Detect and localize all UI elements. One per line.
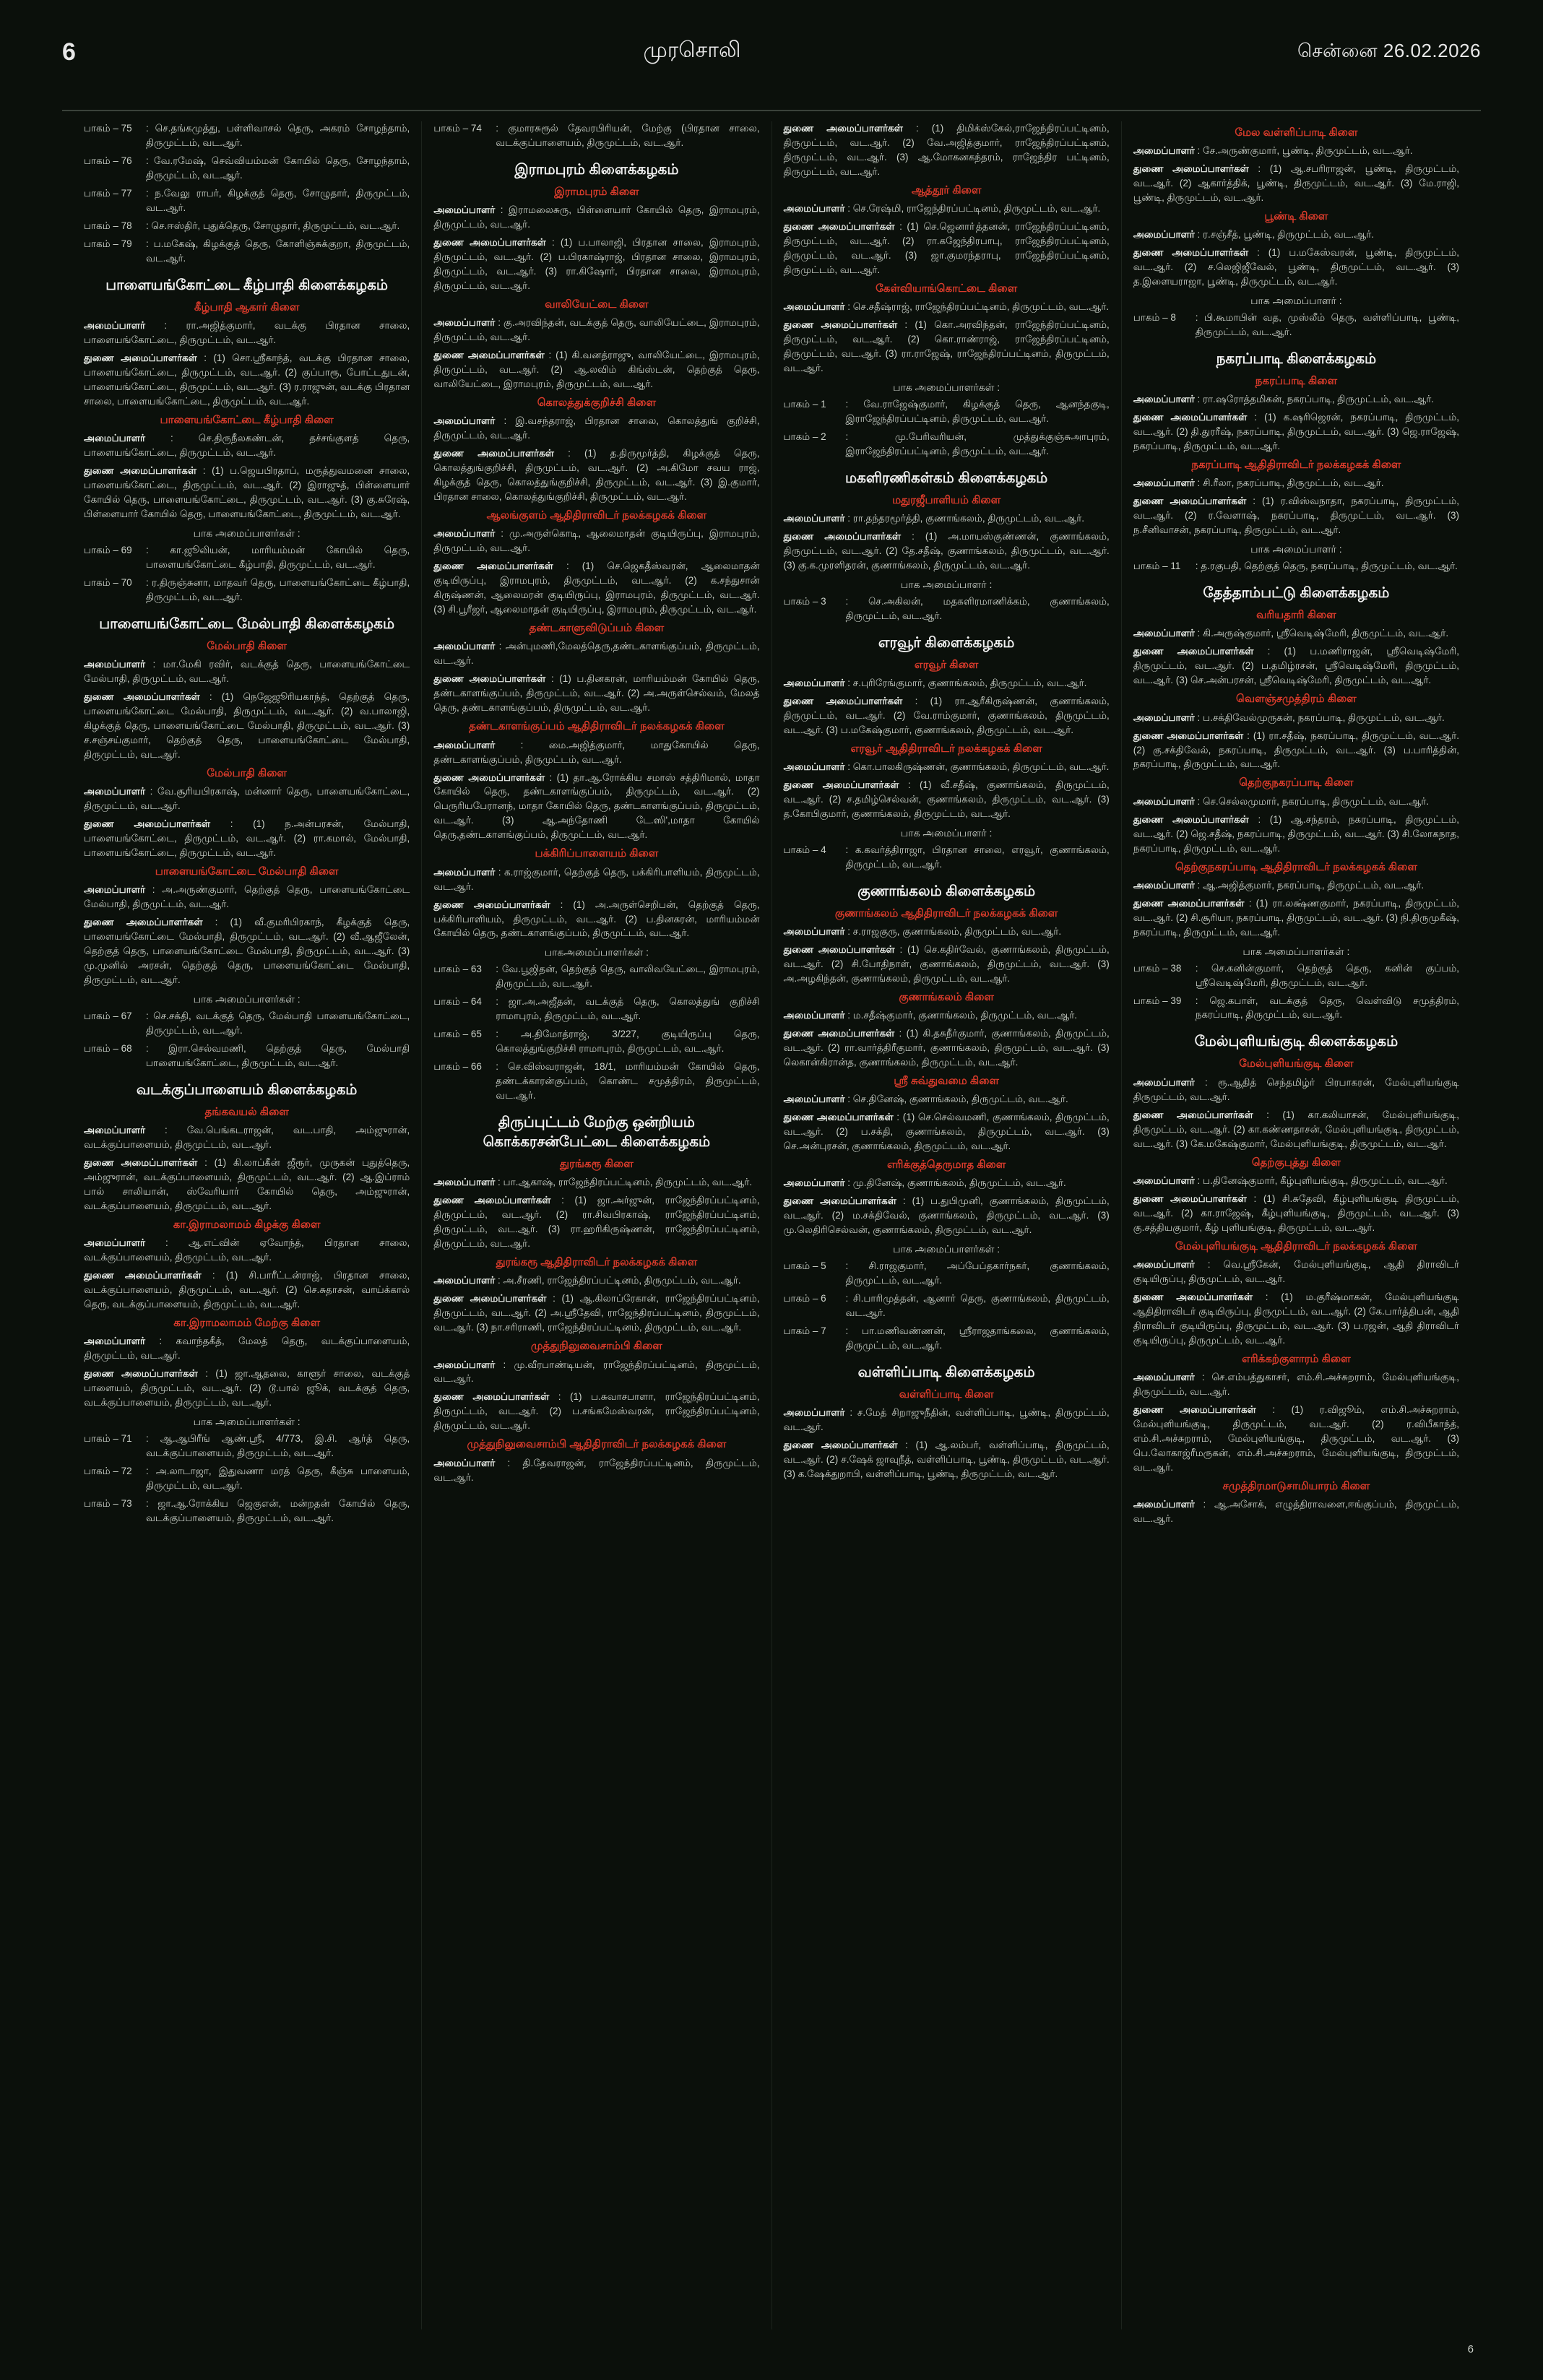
paragraph: துணை அமைப்பாளர்கள் : (1) ம.குரீஷ்மாகன், மேல்புளியங்குடி ஆதிதிராவிடர் குடியிருப்பு, திருமுட்டம், வட.ஆர். (2) கே.பார்த்திபன், ஆதி திராவிடர் குடியிருப்பு, திருமுட்டம், வட.ஆர். (3) ப.ரஜன், ஆதி திராவிடர் குடியிருப்பு, திருமுட்டம், வட.ஆர். <box>1133 1291 1460 1346</box>
section-heading: துரங்கரூ கிளை <box>560 1158 634 1171</box>
paragraph: அமைப்பாளர் : சே.அருண்குமார், பூண்டி, திருமுட்டம், வட.ஆர். <box>1133 145 1413 157</box>
paragraph: அமைப்பாளர் : அ.சீரணி, ராஜேந்திரப்பட்டினம், திருமுட்டம், வட.ஆர். <box>433 1275 741 1286</box>
paragraph: அமைப்பாளர் : தி.தேவராஜன், ராஜேந்திரப்பட்டினம், திருமுட்டம், வட.ஆர். <box>433 1457 760 1483</box>
section-heading: எரவூர் ஆதிதிராவிடர் நலக்கழகக் கிளை <box>850 742 1042 755</box>
list-item-value: : வே.பூஜிதன், தெற்குத் தெரு, வாலிவயேட்டை, இராமபுரம், திருமுட்டம், வட.ஆர். <box>496 964 760 990</box>
paragraph: அமைப்பாளர் : ரா.ஷரோத்தமிகன், நகரப்பாடி, திருமுட்டம், வட.ஆர். <box>1133 394 1435 405</box>
list-item <box>84 121 410 150</box>
subsection-label: பாக அமைப்பாளர்கள் : <box>193 527 301 539</box>
list-item-key: பாகம் – 73 <box>84 1497 132 1509</box>
list-item-value: : பா.மணிவண்ணன், ஸ்ரீராஜதாங்கலை, குணாங்கலம், திருமுட்டம், வட.ஆர். <box>845 1325 1110 1351</box>
list-item <box>433 995 759 1024</box>
section-heading: ஆலங்குளம் ஆதிதிராவிடர் நலக்கழகக் கிளை <box>486 509 707 522</box>
paragraph: அமைப்பாளர் : அ.அருண்குமார், தெற்குத் தெரு, பாளையங்கோட்டை மேல்பாதி, திருமுட்டம், வட.ஆர். <box>84 883 410 909</box>
page-number: 6 <box>62 38 76 66</box>
section-heading: வெளஞ்சமுத்திரம் கிளை <box>1236 693 1357 706</box>
list-item-key: பாகம் – 69 <box>84 544 132 555</box>
list-item-key: பாகம் – 75 <box>84 123 132 134</box>
list-item <box>1133 559 1459 574</box>
paragraph: துணை அமைப்பாளர்கள் : (1) ப.மகேஸ்வரன், பூண்டி, திருமுட்டம், வட.ஆர். (2) ச.லெஜிஜீவேல், பூண்டி, திருமுட்டம், வட.ஆர். (3) த.இளையராஜா, பூண்டி, திருமுட்டம், வட.ஆர். <box>1133 247 1459 287</box>
section-heading: சமுத்திரமாடுசாமியாரம் கிளை <box>1222 1479 1370 1492</box>
section-heading: வாலியேட்டை கிளை <box>545 298 649 311</box>
paragraph: துணை அமைப்பாளர்கள் : (1) கொ.அரவிந்தன், ராஜேந்திரப்பட்டினம், திருமுட்டம், வட.ஆர். (2) கொ.ராண்ராஜ், ராஜேந்திரப்பட்டினம், திருமுட்டம், வட.ஆர். (3) ரா.ராஜேஷ், ராஜேந்திரப்பட்டினம், திருமுட்டம், வட.ஆர். <box>783 319 1110 374</box>
section-heading: பூண்டி கிளை <box>1264 210 1328 223</box>
list-item-value: : ஜா.அ.அஜீதன், வடக்குத் தெரு, கொலத்துங் குறிச்சி ராமாபுரம், திருமுட்டம், வட.ஆர். <box>496 996 760 1022</box>
list-item-value: : பி.கூமாபின் வத, முஸ்லீம் தெரு, வள்ளிப்பாடி, பூண்டி, திருமுட்டம், வட.ஆர். <box>1195 312 1459 338</box>
paragraph: துணை அமைப்பாளர்கள் : (1) ப.பாலாஜி, பிரதான சாலை, இராமபுரம், திருமுட்டம், வட.ஆர். (2) ப.பிரகாஷ்ராஜ், பிரதான சாலை, இராமபுரம், திருமுட்டம், வட.ஆர். (3) ரா.கிஷோர், பிரதான சாலை, இராமபுரம், திருமுட்டம், வட.ஆர். <box>433 237 760 292</box>
subsection-label: பாக அமைப்பாளர்கள் : <box>893 1243 1000 1255</box>
section-heading: மேல்புளியங்குடி கிளை <box>1239 1057 1354 1070</box>
list-item-key: பாகம் – 66 <box>433 1061 482 1073</box>
list-item-value: : ந.வேலு ராபர், கிழக்குத் தெரு, சோழுதார், திருமுட்டம், வட.ஆர். <box>146 187 410 213</box>
list-item-key: பாகம் – 79 <box>84 238 132 249</box>
list-item-key: பாகம் – 11 <box>1133 561 1181 572</box>
paragraph: அமைப்பாளர் : இ.வசந்தராஜ், பிரதான சாலை, கொலத்துங் குறிச்சி, திருமுட்டம், வட.ஆர். <box>433 415 760 441</box>
list-item <box>84 1497 410 1526</box>
list-item-key: பாகம் – 64 <box>433 996 482 1008</box>
branch-heading: வடக்குப்பாளையம் கிளைக்கழகம் <box>136 1081 358 1098</box>
list-item <box>84 576 410 605</box>
masthead-title: முரசொலி <box>643 38 741 62</box>
list-item-value: : ஆ.ஆபிரீங் ஆண்.ஸ்ரீ, 4/773, இ.சி. ஆர்த் தெரு, வடக்குப்பாளையம், திருமுட்டம், வட.ஆர். <box>146 1432 410 1458</box>
list-item <box>1133 961 1459 990</box>
masthead <box>0 33 1543 71</box>
paragraph: அமைப்பாளர் : ச.புரிரேங்குமார், குணாங்கலம், திருமுட்டம், வட.ஆர். <box>783 678 1087 689</box>
paragraph: துணை அமைப்பாளர்கள் : (1) செ.செல்வமணி, குணாங்கலம், திருமுட்டம், வட.ஆர். (2) ப.சக்தி, குணாங்கலம், திருமுட்டம், வட.ஆர். (3) செ.அன்புரசன், குணாங்கலம், திருமுட்டம், வட.ஆர். <box>783 1112 1110 1152</box>
paragraph: அமைப்பாளர் : சி.ரீலா, நகரப்பாடி, திருமுட்டம், வட.ஆர். <box>1133 477 1384 489</box>
paragraph: அமைப்பாளர் : ப.தினேஷ்குமார், கீழ்புளியங்குடி, திருமுட்டம், வட.ஆர். <box>1133 1174 1448 1186</box>
paragraph: அமைப்பாளர் : செ.செல்லமுமார், நகரப்பாடி, திருமுட்டம், வட.ஆர். <box>1133 795 1429 807</box>
section-heading: தெற்குபுத்து கிளை <box>1251 1156 1341 1169</box>
section-heading: நகரப்பாடி ஆதிதிராவிடர் நலக்கழகக் கிளை <box>1191 459 1401 472</box>
section-heading: மேல்பாதி கிளை <box>207 639 287 652</box>
list-item-key: பாகம் – 67 <box>84 1010 132 1021</box>
paragraph: துணை அமைப்பாளர்கள் : (1) ஆ.கிலாப்ரேகான், ராஜேந்திரப்பட்டினம், திருமுட்டம், வட.ஆர். (2) அ.ஸ்ரீதேவி, ராஜேந்திரப்பட்டினம், திருமுட்டம், வட.ஆர். (3) நா.சரிராணி, ராஜேந்திரப்பட்டினம், திருமுட்டம், வட.ஆர். <box>433 1293 760 1333</box>
paragraph: அமைப்பாளர் : ரா.தந்தரமூர்த்தி, குணாங்கலம், திருமுட்டம், வட.ஆர். <box>783 513 1085 524</box>
section-heading: வரியதாரி கிளை <box>1256 609 1336 622</box>
subsection-label: பாக அமைப்பாளர் : <box>900 578 993 590</box>
paragraph: அமைப்பாளர் : செ.ரேஷ்மி, ராஜேந்திரப்பட்டினம், திருமுட்டம், வட.ஆர். <box>783 203 1101 215</box>
branch-heading: இராமபுரம் கிளைக்கழகம் <box>514 161 679 178</box>
dateline: சென்னை 26.02.2026 <box>1297 40 1481 61</box>
section-heading: எரவூர் கிளை <box>914 658 979 671</box>
section-heading: கா.இராமலாமம் கிழக்கு கிளை <box>173 1218 321 1231</box>
list-item-key: பாகம் – 63 <box>433 964 482 975</box>
list-item <box>1133 311 1459 339</box>
list-item-key: பாகம் – 78 <box>84 220 132 231</box>
list-item-value: : அ.திமோத்ராஜ், 3/227, குடியிருப்பு தெரு, கொலத்துங்குறிச்சி ராமாபுரம், திருமுட்டம், வட.ஆர். <box>496 1029 760 1055</box>
section-heading: குணாங்கலம் கிளை <box>899 990 994 1003</box>
branch-heading: மேல்புளியங்குடி கிளைக்கழகம் <box>1194 1034 1399 1050</box>
paragraph: துணை அமைப்பாளர்கள் : (1) அ.மாயஸ்குண்ணன், குணாங்கலம், திருமுட்டம், வட.ஆர். (2) தே.சதீஷ், குணாங்கலம், திருமுட்டம், வட.ஆர். (3) கு.க.முரளிதரன், குணாங்கலம், திருமுட்டம், வட.ஆர். <box>783 531 1110 571</box>
list-item-key: பாகம் – 1 <box>783 398 826 410</box>
paragraph: துணை அமைப்பாளர்கள் : (1) ப.மணிராஜன், ஸ்ரீவெடிஷ்மேரி, திருமுட்டம், வட.ஆர். (2) ப.தமிழ்ரசன், ஸ்ரீவெடிஷ்மேரி, திருமுட்டம், வட.ஆர். (3) செ.அன்பரசன், ஸ்ரீவெடிஷ்மேரி, திருமுட்டம், வட.ஆர். <box>1133 646 1459 686</box>
list-item-key: பாகம் – 6 <box>783 1293 826 1304</box>
paragraph: அமைப்பாளர் : மு.தினேஷ், குணாங்கலம், திருமுட்டம், வட.ஆர். <box>783 1177 1066 1189</box>
paragraph: துணை அமைப்பாளர்கள் : (1) அ.அருள்செறிபன், தெற்குத் தெரு, பக்கிரிபாளியம், திருமுட்டம், வட.ஆர். (2) ப.தினகரன், மாரியம்மன் கோயில் தெரு, தண்டகாளங்குப்பம், திருமுட்டம், வட.ஆர். <box>433 899 760 939</box>
subsection-label: பாக அமைப்பாளர் : <box>900 827 993 839</box>
list-item <box>784 1291 1110 1320</box>
list-item-value: : அ.லாடாஜா, இதுவணா மரத் தெரு, கீஞ்சு பாளையம், திருமுட்டம், வட.ஆர். <box>146 1465 410 1491</box>
column-1 <box>72 121 421 2329</box>
list-item-value: : வே.ராஜேஷ்குமார், கிழக்குத் தெரு, ஆனந்தகுடி, இராஜேந்திரப்பட்டினம், திருமுட்டம், வட.ஆர். <box>845 398 1110 424</box>
paragraph: அமைப்பாளர் : வெ.ஸ்ரீகேன், மேல்புளியங்குடி, ஆதி திராவிடர் குடியிருப்பு, திருமுட்டம், வட.ஆர். <box>1133 1258 1459 1284</box>
section-heading: கேள்வியாங்கொட்டை கிளை <box>876 282 1018 295</box>
list-item-key: பாகம் – 77 <box>84 187 132 199</box>
paragraph: அமைப்பாளர் : ச.ராஜகுரு, குணாங்கலம், திருமுட்டம், வட.ஆர். <box>783 926 1062 938</box>
paragraph: அமைப்பாளர் : இராமலைசுரு, பிள்ளையார் கோயில் தெரு, இராமபுரம், திருமுட்டம், வட.ஆர். <box>433 204 760 230</box>
paragraph: அமைப்பாளர் : கு.அரவிந்தன், வடக்குத் தெரு, வாலியேட்டை, இராமபுரம், திருமுட்டம், வட.ஆர். <box>433 317 760 343</box>
paragraph: துணை அமைப்பாளர்கள் : (1) த.திருமூர்த்தி, கிழக்குத் தெரு, கொலத்துங்குறிச்சி, திருமுட்டம், வட.ஆர். (2) அ.கிமோ சவய ராஜ், கிழக்குத் தெரு, கொலத்துங்குறிச்சி, திருமுட்டம், வட.ஆர். (3) இ.குமார், பிரதான சாலை, கொலத்துங்குறிச்சி, திருமுட்டம், வட.ஆர். <box>433 448 760 503</box>
list-item <box>784 594 1110 623</box>
list-item-value: : செ.தங்கமுத்து, பள்ளிவாசல் தெரு, அகரம் சோழந்தாம், திருமுட்டம், வட.ஆர். <box>146 123 410 148</box>
list-item <box>433 1027 759 1056</box>
paragraph: அமைப்பாளர் : செ.தினேஷ், குணாங்கலம், திருமுட்டம், வட.ஆர். <box>783 1094 1068 1105</box>
paragraph: அமைப்பாளர் : ர.சஞ்சீத், பூண்டி, திருமுட்டம், வட.ஆர். <box>1133 229 1375 241</box>
section-heading: ஸ்ரீ சுவ்துவமை கிளை <box>894 1075 999 1088</box>
list-item <box>84 1432 410 1461</box>
list-item-value: : கா.ஜூலியன், மாரியம்மன் கோயில் தெரு, பாளையங்கோட்டை கீழ்பாதி, திருமுட்டம், வட.ஆர். <box>146 544 410 570</box>
branch-heading: பாளையங்கோட்டை மேல்பாதி கிளைக்கழகம் <box>99 615 395 632</box>
subsection-label: பாகஅமைப்பாளர்கள் : <box>544 946 649 959</box>
subsection-label: பாக அமைப்பாளர் : <box>1250 543 1342 555</box>
paragraph: அமைப்பாளர் : செ.திருநீலகண்டன், தச்சங்குளத் தெரு, பாளையங்கோட்டை, திருமுட்டம், வட.ஆர். <box>84 433 410 458</box>
paragraph: துணை அமைப்பாளர்கள் : (1) ரா.சதீஷ், நகரப்பாடி, திருமுட்டம், வட.ஆர். (2) கு.சக்திவேல், நகரப்பாடி, திருமுட்டம், வட.ஆர். (3) ப.பாரித்தின், நகரப்பாடி, திருமுட்டம், வட.ஆர். <box>1133 730 1460 770</box>
paragraph: துணை அமைப்பாளர்கள் : (1) செ.ஜெனாா்த்தனன், ராஜேந்திரப்பட்டினம், திருமுட்டம், வட.ஆர். (2) ரா.கஜேந்திரபாபு, ராஜேந்திரப்பட்டினம், திருமுட்டம், வட.ஆர். (3) ஜா.குமரந்தராபு, ராஜேந்திரப்பட்டினம், திருமுட்டம், வட.ஆர். <box>783 221 1110 275</box>
paragraph: துணை அமைப்பாளர்கள் : (1) ஆ.லம்பர், வள்ளிப்பாடி, திருமுட்டம், வட.ஆர். (2) ச.ஷேக் ஜாவுநீத், வள்ளிப்பாடி, பூண்டி, திருமுட்டம், வட.ஆர். (3) க.ஷேக்துறாபி, வள்ளிப்பாடி, பூண்டி, திருமுட்டம், வட.ஆர். <box>783 1440 1110 1480</box>
list-item-value: : செ.விஸ்வராஜன், 18/1, மாரியம்மன் கோயில் தெரு, தண்டக்காரன்குப்பம், கொண்ட சமுத்திரம், திருமுட்டம், வட.ஆர். <box>496 1061 760 1102</box>
list-item-key: பாகம் – 72 <box>84 1465 132 1476</box>
section-heading: முத்துநிலுவைசாம்பி கிளை <box>530 1340 662 1353</box>
list-item-value: : மு.பேரிவரியன், முத்துக்குஞ்சுஅாபுரம், இராஜேந்திரப்பட்டினம், திருமுட்டம், வட.ஆர். <box>845 430 1110 456</box>
column-4 <box>1121 121 1471 2329</box>
branch-heading: எரவூர் கிளைக்கழகம் <box>878 634 1015 651</box>
list-item-value: : செ.அகிலன், மதகளிரமாணிக்கம், குணாங்கலம், திருமுட்டம், வட.ஆர். <box>845 595 1110 621</box>
section-heading: மேல்புளியங்குடி ஆதிதிராவிடர் நலக்கழகக் கிளை <box>1175 1239 1417 1252</box>
section-heading: தண்டகாளுவிடுப்பம் கிளை <box>529 622 665 635</box>
section-heading: இராமபுரம் கிளை <box>554 185 639 198</box>
list-item-key: பாகம் – 38 <box>1133 962 1182 974</box>
list-item-value: : ஜா.ஆ.ரோக்கிய ஜெகுஎன், மன்றதன் கோயில் தெரு, வடக்குப்பாளையம், திருமுட்டம், வட.ஆர். <box>146 1497 410 1523</box>
list-item <box>784 1324 1110 1353</box>
paragraph: அமைப்பாளர் : ஆ.அசோக், எழுத்திராவளை,ஈங்குப்பம், திருமுட்டம், வட.ஆர். <box>1133 1499 1459 1524</box>
section-heading: கா.இராமலாமம் மேற்கு கிளை <box>173 1316 321 1329</box>
section-heading: நகரப்பாடி கிளை <box>1255 375 1337 388</box>
paragraph: துணை அமைப்பாளர்கள் : (1) வீ.குமரிபிரகாந், கீழக்குத் தெரு, பாளையங்கோட்டை மேல்பாதி, திருமுட்டம், வட.ஆர். (2) வீ.ஆஜீலேன், தெற்குத் தெரு, பாளையங்கோட்டை மேல்பாதி, திருமுட்டம், வட.ஆர். (3) மு.முனில் அரசன், தெற்குத் தெரு, பாளையங்கோட்டை மேல்பாதி, திருமுட்டம், வட.ஆர். <box>84 916 410 985</box>
paragraph: துணை அமைப்பாளர்கள் : (1) கி.லாப்கீன் ஜீரூர், முருகன் புதுத்தெரு, அம்ஜுரான், வடக்குப்பாளையம், திருமுட்டம், வட.ஆர். (2) ஆ.இப்ராம் பால் சாலியான், ஸ்வேரியார் கோயில் தெரு, அம்ஜுரான், வடக்குப்பாளையம், திருமுட்டம், வட.ஆர். <box>84 1156 410 1211</box>
section-heading: முத்துநிலுவைசாம்பி ஆதிதிராவிடர் நலக்கழகக் கிளை <box>467 1438 727 1451</box>
paragraph: துணை அமைப்பாளர்கள் : (1) செ.ஜெகதீஸ்வரன், ஆலைமாதன் குடியிருப்பு, இராமபுரம், திருமுட்டம், வட.ஆர். (2) க.சந்துசான் கிருஷ்ணன், ஆலைமரன் குடியிருப்பு, இராமபுரம், திருமுட்டம், வட.ஆர். (3) சி.பூரீஜர், ஆலைமாதன் குடியிருப்பு, இராமபுரம், திருமுட்டம், வட.ஆர். <box>433 561 760 615</box>
section-heading: மதுரஜீபாளியம் கிளை <box>892 493 1001 506</box>
list-item-value: : க.கவர்த்திராஜா, பிரதான சாலை, எரவூர், குணாங்கலம், திருமுட்டம், வட.ஆர். <box>845 844 1110 870</box>
list-item-key: பாகம் – 3 <box>783 595 826 607</box>
list-item-value: : செ.சக்தி, வடக்குத் தெரு, மேல்பாதி பாளையங்கோட்டை, திருமுட்டம், வட.ஆர். <box>146 1010 410 1036</box>
section-heading: வள்ளிப்பாடி கிளை <box>899 1388 994 1401</box>
paragraph: அமைப்பாளர் : அன்புமணி,மேலத்தெரு,தண்டகாளங்குப்பம், திருமுட்டம், வட.ஆர். <box>433 641 760 667</box>
subsection-label: பாக அமைப்பாளர்கள் : <box>193 1415 301 1427</box>
paragraph: துணை அமைப்பாளர்கள் : (1) க.ஷரிஜெரன், நகரப்பாடி, திருமுட்டம், வட.ஆர். (2) தி.துரரீஷ், நகரப்பாடி, திருமுட்டம், வட.ஆர். (3) ஜெ.ராஜேஷ், நகரப்பாடி, திருமுட்டம், வட.ஆர். <box>1133 412 1460 452</box>
section-heading: கொலத்துக்குறிச்சி கிளை <box>537 397 657 410</box>
section-heading: துரங்கரூ ஆதிதிராவிடர் நலக்கழகக் கிளை <box>496 1256 698 1269</box>
list-item-value: : சி.ராஜகுமார், அப்பேப்தகார்நகர், குணாங்கலம், திருமுட்டம், வட.ஆர். <box>845 1260 1110 1286</box>
paragraph: துணை அமைப்பாளர்கள் : (1) நெஜேஜூரியகாந்த், தெற்குத் தெரு, பாளையங்கோட்டை மேல்பாதி, திருமுட்டம், வட.ஆர். (2) வ.பாலாஜி, கிழக்குத் தெரு, பாளையங்கோட்டை மேல்பாதி, திருமுட்டம், வட.ஆர். (3) ச.சஞ்சய்குமார், தெற்குத் தெரு, பாளையங்கோட்டை மேல்பாதி, திருமுட்டம், வட.ஆர். <box>84 691 410 760</box>
list-item <box>84 186 410 215</box>
paragraph: அமைப்பாளர் : மு.வீரபாண்டியன், ராஜேந்திரப்பட்டினம், திருமுட்டம், வட.ஆர். <box>433 1359 760 1385</box>
branch-heading: வள்ளிப்பாடி கிளைக்கழகம் <box>857 1364 1035 1381</box>
section-heading: பாளையங்கோட்டை மேல்பாதி கிளை <box>155 865 339 878</box>
list-item <box>84 219 410 233</box>
section-heading: மேல்பாதி கிளை <box>207 766 287 779</box>
list-item-key: பாகம் – 65 <box>433 1029 482 1040</box>
list-item <box>784 843 1110 872</box>
paragraph: துணை அமைப்பாளர்கள் : (1) ஆ.சந்தரம், நகரப்பாடி, திருமுட்டம், வட.ஆர். (2) ஜெ.சதீஷ், நகரப்பாடி, திருமுட்டம், வட.ஆர். (3) சி.லோகநாத, நகரப்பாடி, திருமுட்டம், வட.ஆர். <box>1133 813 1459 854</box>
paragraph: துணை அமைப்பாளர்கள் : (1) வீ.சதீஷ், குணாங்கலம், திருமுட்டம், வட.ஆர். (2) ச.தமிழ்செல்வன், குணாங்கலம், திருமுட்டம், வட.ஆர். (3) த.கோபிகுமார், குணாங்கலம், திருமுட்டம், வட.ஆர். <box>783 779 1110 820</box>
list-item <box>84 1009 410 1038</box>
subsection-label: பாக அமைப்பாளர் : <box>1250 295 1342 307</box>
list-item <box>84 1464 410 1493</box>
paragraph: துணை அமைப்பாளர்கள் : (1) சி.சுதேவி, கீழ்புளியங்குடி திருமுட்டம், வட.ஆர். (2) கா.ராஜேஷ், கீழ்புளியங்குடி, திருமுட்டம், வட.ஆர். (3) கு.சத்தியகுமார், கீழ் புளியங்குடி, திருமுட்டம், வட.ஆர். <box>1133 1193 1460 1233</box>
list-item <box>784 397 1110 426</box>
list-item <box>1133 994 1459 1023</box>
branch-heading: நகரப்பாடி கிளைக்கழகம் <box>1216 351 1377 368</box>
subsection-label: பாக அமைப்பாளர்கள் : <box>893 381 1000 394</box>
paragraph: அமைப்பாளர் : மா.மேகி ரவிர், வடக்குத் தெரு, பாளையங்கோட்டை மேல்பாதி, திருமுட்டம், வட.ஆர். <box>84 658 410 684</box>
column-3 <box>772 121 1121 2329</box>
paragraph: துணை அமைப்பாளர்கள் : (1) ப.ஜெயபிரதாப், மருத்துவமனை சாலை, பாளையங்கோட்டை, திருமுட்டம், வட.ஆர். (2) இராஜுத், பிள்ளையார் கோயில் தெரு, பாளையங்கோட்டை, திருமுட்டம், வட.ஆர். (3) கு.சுரேஷ், பிள்ளையார் கோயில் தெரு, பாளையங்கோட்டை, திருமுட்டம், வட.ஆர். <box>84 464 410 519</box>
list-item <box>84 1042 410 1070</box>
paragraph: துணை அமைப்பாளர்கள் : (1) ஜா.அர்ஜுன், ராஜேந்திரப்பட்டினம், திருமுட்டம், வட.ஆர். (2) ரா.சிவபிரகாஷ், ராஜேந்திரப்பட்டினம், திருமுட்டம், வட.ஆர். (3) ரா.ஹரிகிருஷ்ணன், ராஜேந்திரப்பட்டினம், திருமுட்டம், வட.ஆர். <box>433 1195 760 1250</box>
section-heading: தங்கவயல் கிளை <box>204 1105 289 1118</box>
paragraph: துணை அமைப்பாளர்கள் : (1) ரா.ஆரீகிருஷ்ணன், குணாங்கலம், திருமுட்டம், வட.ஆர். (2) வே.ராம்குமார், குணாங்கலம், திருமுட்டம், வட.ஆர். (3) ப.மகேஷ்குமார், குணாங்கலம், திருமுட்டம், வட.ஆர். <box>783 696 1110 735</box>
section-heading: எரிக்குத்தெருமாத கிளை <box>886 1159 1006 1172</box>
list-item <box>84 237 410 266</box>
paragraph: துணை அமைப்பாளர்கள் : (1) சி.பாரீட்டன்ராஜ், பிரதான சாலை, வடக்குப்பாளையம், திருமுட்டம், வட.ஆர். (2) செ.சுதாசன், வாய்க்கால் தெரு, வடக்குப்பாளையம், திருமுட்டம், வட.ஆர். <box>84 1269 410 1310</box>
list-item-value: : குமாரசுரூல் தேவரபிரியன், மேற்கு (பிரதான சாலை, வடக்குப்பாளையம், திருமுட்டம், வட.ஆர். <box>496 123 760 148</box>
paragraph: துணை அமைப்பாளர்கள் : (1) கி.வனத்ராஜு, வாலியேட்டை, இராமபுரம், திருமுட்டம், வட.ஆர். (2) ஆ.லவிம் கிங்ஸ்டன், தெற்குத் தெரு, வாலியேட்டை, இராமபுரம், திருமுட்டம், வட.ஆர். <box>433 350 760 390</box>
article-columns <box>72 121 1471 2329</box>
list-item-value: : இரா.செல்வமணி, தெற்குத் தெரு, மேல்பாதி பாளையங்கோட்டை, திருமுட்டம், வட.ஆர். <box>146 1042 410 1068</box>
paragraph: அமைப்பாளர் : வே.பெங்கடராஜன், வட.பாதி, அம்ஜுரான், வடக்குப்பாளையம், திருமுட்டம், வட.ஆர். <box>84 1124 410 1150</box>
list-item-key: பாகம் – 5 <box>783 1260 826 1272</box>
paragraph: அமைப்பாளர் : மு.அருள்கொடி, ஆலைமாதன் குடியிருப்பு, இராமபுரம், திருமுட்டம், வட.ஆர். <box>433 528 760 554</box>
paragraph: துணை அமைப்பாளர்கள் : (1) கி.தசுநீர்குமார், குணாங்கலம், திருமுட்டம், வட.ஆர். (2) ரா.வார்த்திரீகுமார், குணாங்கலம், திருமுட்டம், வட.ஆர். (3) லெகான்கிரான்த, குணாங்கலம், திருமுட்டம், வட.ஆர். <box>783 1028 1110 1068</box>
section-heading: குணாங்கலம் ஆதிதிராவிடர் நலக்கழகக் கிளை <box>834 906 1058 919</box>
header-divider <box>62 110 1481 111</box>
paragraph: துணை அமைப்பாளர்கள் : (1) ர.விஜூம், எம்.சி.அச்சுறராம், மேல்புளியங்குடி, திருமுட்டம், வட.ஆர். (2) ர.விபீகாந்த், எம்.சி.அச்சுறராம், மேல்புளியங்குடி, திருமுட்டம், வட.ஆர். (3) பெ.லோகாஜ்ரீமருகன், எம்.சி.அச்சுறராம், மேல்புளியங்குடி, திருமுட்டம், வட.ஆர். <box>1133 1403 1459 1473</box>
list-item <box>433 1060 759 1103</box>
list-item-value: : ப.மகேஷ், கிழக்குத் தெரு, கோளிஞ்சுக்குறா, திருமுட்டம், வட.ஆர். <box>146 238 410 264</box>
column-2 <box>421 121 771 2329</box>
paragraph: துணை அமைப்பாளர்கள் : (1) ஆ.சபரிராஜன், பூண்டி, திருமுட்டம், வட.ஆர். (2) ஆகார்த்திக், பூண்டி, திருமுட்டம், வட.ஆர். (3) மே.ராஜி, பூண்டி, திருமுட்டம், வட.ஆர். <box>1133 163 1459 204</box>
branch-heading: மகளிரணிகள்கம் கிளைக்கழகம் <box>844 469 1048 486</box>
list-item-key: பாகம் – 71 <box>84 1432 132 1444</box>
paragraph: அமைப்பாளர் : ப.சக்திவேல்முருகன், நகரப்பாடி, திருமுட்டம், வட.ஆர். <box>1133 711 1445 723</box>
branch-heading: பாளையங்கோட்டை கீழ்பாதி கிளைக்கழகம் <box>105 277 389 293</box>
paragraph: அமைப்பாளர் : ஆ.அஜித்குமார், நகரப்பாடி, திருமுட்டம், வட.ஆர். <box>1133 879 1425 891</box>
list-item-key: பாகம் – 70 <box>84 576 132 588</box>
paragraph: துணை அமைப்பாளர்கள் : (1) ரா.லக்ஷ்ணகுமார், நகரப்பாடி, திருமுட்டம், வட.ஆர். (2) சி.சூரியா, நகரப்பாடி, திருமுட்டம், வட.ஆர். (3) நி.திருமுகீஷ், நகரப்பாடி, திருமுட்டம், வட.ஆர். <box>1133 897 1459 938</box>
paragraph: அமைப்பாளர் : கொ.பாலகிருஷ்ணன், குணாங்கலம், திருமுட்டம், வட.ஆர். <box>783 761 1110 773</box>
list-item-key: பாகம் – 4 <box>783 844 826 855</box>
paragraph: அமைப்பாளர் : பா.ஆகாஷ், ராஜேந்திரப்பட்டினம், திருமுட்டம், வட.ஆர். <box>433 1177 753 1188</box>
paragraph: அமைப்பாளர் : ரூ.ஆதித் செந்தமிழ்ர் பிரபாகரன், மேல்புளியங்குடி திருமுட்டம், வட.ஆர். <box>1133 1076 1459 1102</box>
list-item-key: பாகம் – 76 <box>84 155 132 166</box>
paragraph: துணை அமைப்பாளர்கள் : (1) தா.ஆ.ரோக்கிய சமாஸ் சத்திரிமால், மாதா கோயில் தெரு, தண்டகாளங்குப்பம், திருமுட்டம், வட.ஆர். (2) பெருரியபேரானந், மாதா கோயில் தெரு, தண்டகாளங்குப்பம், திருமுட்டம், வட.ஆர். (3) ஆ.அந்தோணி டே.ஸி',மாதா கோயில் தெரு,தண்டகாளங்குப்பம், திருமுட்டம், வட.ஆர். <box>433 771 760 841</box>
paragraph: அமைப்பாளர் : செ.சதீஷ்ராஜ், ராஜேந்திரப்பட்டினம், திருமுட்டம், வட.ஆர். <box>783 301 1109 313</box>
list-item-key: பாகம் – 68 <box>84 1042 132 1054</box>
list-item <box>84 543 410 572</box>
paragraph: அமைப்பாளர் : ரா.அஜித்குமார், வடக்கு பிரதான சாலை, பாளையங்கோட்டை, திருமுட்டம், வட.ஆர். <box>84 319 410 345</box>
section-heading: தெற்குநகரப்பாடி கிளை <box>1239 776 1354 789</box>
list-item-key: பாகம் – 7 <box>783 1325 826 1337</box>
list-item <box>433 962 759 991</box>
section-heading: தண்டகாளங்குப்பம் ஆதிதிராவிடர் நலக்கழகக் கிளை <box>469 720 725 733</box>
list-item-key: பாகம் – 8 <box>1133 312 1176 324</box>
list-item-value: : செ.ஈஸ்திர், புதுக்தெரு, சோழுதார், திருமுட்டம், வட.ஆர். <box>146 220 400 231</box>
list-item-value: : ர.திருஞ்சுனா, மாதவர் தெரு, பாளையங்கோட்டை கீழ்பாதி, திருமுட்டம், வட.ஆர். <box>146 576 410 602</box>
list-item-key: பாகம் – 2 <box>783 430 826 442</box>
list-item-value: : வே.ரமேஷ், செவ்வியம்மன் கோயில் தெரு, சோழந்தாம், திருமுட்டம், வட.ஆர். <box>146 155 410 181</box>
section-heading: தெற்குநகரப்பாடி ஆதிதிராவிடர் நலக்கழகக் கிளை <box>1175 860 1417 873</box>
section-heading: பாளையங்கோட்டை கீழ்பாதி கிளை <box>160 413 334 426</box>
paragraph: அமைப்பாளர் : வே.சூரியபிரகாஷ், மன்னார் தெரு, பாளையங்கோட்டை, திருமுட்டம், வட.ஆர். <box>84 785 410 811</box>
paragraph: துணை அமைப்பாளர்கள் : (1) கா.கலியாசன், மேல்புளியங்குடி, திருமுட்டம், வட.ஆர். (2) கா.கண்ணதாசன், மேல்புளியங்குடி, திருமுட்டம், வட.ஆர். (3) கே.மகேஷ்குமார், மேல்புளியங்குடி, திருமுட்டம், வட.ஆர். <box>1133 1109 1460 1149</box>
list-item <box>784 1259 1110 1288</box>
paragraph: அமைப்பாளர் : ஆ.எட்வின் ஏவோந்த், பிரதான சாலை, வடக்குப்பாளையம், திருமுட்டம், வட.ஆர். <box>84 1237 410 1263</box>
list-item-value: : ஜெ.கபாள், வடக்குத் தெரு, வெள்விடு சமுத்திரம், நகரப்பாடி, திருமுட்டம், வட.ஆர். <box>1195 995 1459 1021</box>
subsection-label: பாக அமைப்பாளர்கள் : <box>1242 945 1350 957</box>
list-item-value: : சி.பாரிமுத்தன், ஆனார் தெரு, குணாங்கலம், திருமுட்டம், வட.ஆர். <box>845 1293 1110 1319</box>
paragraph: அமைப்பாளர் : கி.அருஷ்குமார், ஸ்ரீவெடிஷ்மேரி, திருமுட்டம், வட.ஆர். <box>1133 628 1449 639</box>
list-item-key: பாகம் – 39 <box>1133 995 1182 1006</box>
section-heading: ஆத்தூர் கிளை <box>911 183 982 196</box>
paragraph: அமைப்பாளர் : மை.அஜித்குமார், மாதுகோயில் தெரு, தண்டகாளங்குப்பம், திருமுட்டம், வட.ஆர். <box>433 739 760 765</box>
list-item-key: பாகம் – 74 <box>433 123 482 134</box>
list-item-value: : செ.கனின்குமார், தெற்குத் தெரு, கனின் குப்பம், ஸ்ரீவெடிஷ்மேரி, திருமுட்டம், வட.ஆர். <box>1195 962 1459 988</box>
branch-heading: தேத்தாம்பட்டு கிளைக்கழகம் <box>1203 585 1390 602</box>
paragraph: அமைப்பாளர் : ம.சதீஷ்குமார், குணாங்கலம், திருமுட்டம், வட.ஆர். <box>783 1010 1078 1021</box>
paragraph: துணை அமைப்பாளர்கள் : (1) ந.அன்பரசன், மேல்பாதி, பாளையங்கோட்டை, திருமுட்டம், வட.ஆர். (2) ரா.கமால், மேல்பாதி, பாளையங்கோட்டை, திருமுட்டம், வட.ஆர். <box>84 818 410 858</box>
paragraph: துணை அமைப்பாளர்கள் : (1) செ.கதிர்வேல், குணாங்கலம், திருமுட்டம், வட.ஆர். (2) சி.போதிநாள், குணாங்கலம், திருமுட்டம், வட.ஆர். (3) அ.அழகிந்தன், குணாங்கலம், திருமுட்டம், வட.ஆர். <box>783 944 1110 985</box>
paragraph: அமைப்பாளர் : கவாந்தகீத், மேலத் தெரு, வடக்குப்பாளையம், திருமுட்டம், வட.ஆர். <box>84 1335 410 1361</box>
list-item <box>784 430 1110 459</box>
subsection-label: பாக அமைப்பாளர்கள் : <box>193 992 301 1005</box>
branch-heading: திருப்புட்டம் மேற்கு ஒன்றியம் கொக்கரசன்பேட்டை கிளைக்கழகம் <box>483 1115 711 1151</box>
paragraph: துணை அமைப்பாளர்கள் : (1) சொ.ஸ்ரீகாந்த், வடக்கு பிரதான சாலை, பாளையங்கோட்டை, திருமுட்டம், வட.ஆர். (2) குப்பாரூ, போட்டதுடன், பாளையங்கோட்டை, திருமுட்டம், வட.ஆர். (3) ர.ராஜுன், வடக்கு பிரதான சாலை, பாளையங்கோட்டை, திருமுட்டம், வட.ஆர். <box>84 352 410 407</box>
paragraph: அமைப்பாளர் : க.ராஜ்குமார், தெற்குத் தெரு, பக்கிரிபாளியம், திருமுட்டம், வட.ஆர். <box>433 866 760 892</box>
paragraph: துணை அமைப்பாளர்கள் : (1) ப.சுவாசபாளா, ராஜேந்திரப்பட்டினம், திருமுட்டம், வட.ஆர். (2) ப.சங்கமேஸ்வரன், ராஜேந்திரப்பட்டினம், திருமுட்டம், வட.ஆர். <box>433 1391 760 1432</box>
footer-page-number: 6 <box>1467 2343 1474 2355</box>
paragraph: அமைப்பாளர் : செ.எம்பத்துகாசர், எம்.சி.அச்சுறராம், மேல்புளியங்குடி, திருமுட்டம், வட.ஆர். <box>1133 1371 1459 1397</box>
section-heading: எரிக்கற்குளாரம் கிளை <box>1242 1352 1351 1365</box>
branch-heading: குணாங்கலம் கிளைக்கழகம் <box>857 883 1036 899</box>
list-item <box>433 121 759 150</box>
paragraph: துணை அமைப்பாளர்கள் : (1) ர.விஸ்வநாதா, நகரப்பாடி, திருமுட்டம், வட.ஆர். (2) ர.வேளாஷ், நகரப்பாடி, திருமுட்டம், வட.ஆர். (3) ந.சீனிவாசன், நகரப்பாடி, திருமுட்டம், வட.ஆர். <box>1133 496 1459 536</box>
paragraph: துணை அமைப்பாளர்கள் : (1) ப.துபிமுனி, குணாங்கலம், திருமுட்டம், வட.ஆர். (2) ம.சக்திவேல், குணாங்கலம், திருமுட்டம், வட.ஆர். (3) மு.லெதிரிசெல்வன், குணாங்கலம், திருமுட்டம், வட.ஆர். <box>783 1195 1110 1236</box>
paragraph: துணை அமைப்பாளர்கள் : (1) ஜா.ஆதலை, காளூர் சாலை, வடக்குத் பாளையம், திருமுட்டம், வட.ஆர். (2) டூ.பால் ஜூக், வடக்குத் தெரு, வடக்குப்பாளையம், திருமுட்டம், வட.ஆர். <box>84 1367 410 1408</box>
section-heading: கீழ்பாதி ஆகார் கிளை <box>194 300 300 313</box>
list-item <box>84 154 410 183</box>
paragraph: துணை அமைப்பாளர்கள் : (1) திமிக்ஸ்கேல்,ராஜேந்திரப்பட்டினம், திருமுட்டம், வட.ஆர். (2) வே.அஜித்குமார், ராஜேந்திரப்பட்டினம், திருமுட்டம், வட.ஆர். (3) ஆ.மோகனகந்தரம், ராஜேந்திர பட்டினம், திருமுட்டம், வட.ஆர். <box>783 123 1110 177</box>
list-item-value: : த.ரகுபதி, தெற்குத் தெரு, நகரப்பாடி, திருமுட்டம், வட.ஆர். <box>1195 561 1458 572</box>
section-heading: பக்கிரிப்பாளையம் கிளை <box>535 847 659 860</box>
section-heading: மேல வள்ளிப்பாடி கிளை <box>1235 126 1358 139</box>
paragraph: அமைப்பாளர் : ச.மேத் சிறாஜுநீதின், வள்ளிப்பாடி, பூண்டி, திருமுட்டம், வட.ஆர். <box>783 1407 1110 1433</box>
paragraph: துணை அமைப்பாளர்கள் : (1) ப.தினகரன், மாரியம்மன் கோயில் தெரு, தண்டகாளங்குப்பம், திருமுட்டம், வட.ஆர். (2) அ.அருள்செல்வம், மேலத் தெரு, தண்டகாளங்குப்பம், திருமுட்டம், வட.ஆர். <box>433 673 760 714</box>
